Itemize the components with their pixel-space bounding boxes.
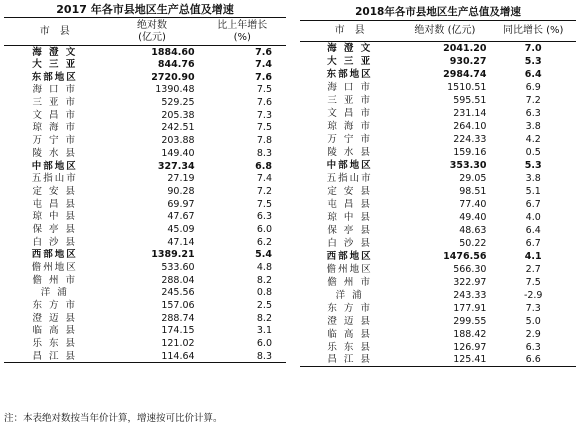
- row-value-cell: 27.19: [167, 173, 195, 185]
- row-growth-cell: 7.5: [256, 122, 272, 134]
- table-2018: [300, 20, 576, 367]
- row-value-cell: 98.51: [459, 185, 487, 197]
- row-growth-cell: 5.3: [524, 55, 542, 67]
- row-growth-cell: 6.3: [525, 341, 541, 353]
- table-row: [4, 185, 286, 198]
- row-name-cell: 大 三 亚: [327, 55, 373, 67]
- table-row: [4, 299, 286, 312]
- row-value-cell: 533.60: [161, 262, 195, 274]
- row-name-cell: 琼 海 市: [32, 122, 78, 134]
- table-2018-title: 2018年各市县地区生产总值及增速: [355, 6, 521, 18]
- table-row: [300, 185, 576, 198]
- table-row: [4, 198, 286, 211]
- row-value-cell: 49.40: [459, 211, 487, 223]
- table-row: [300, 198, 576, 211]
- row-value-cell: 231.14: [453, 107, 487, 119]
- row-growth-cell: 8.3: [256, 350, 272, 362]
- row-value-cell: 157.06: [161, 300, 195, 312]
- row-name-cell: 万 宁 市: [32, 135, 78, 147]
- table-row: [4, 350, 286, 363]
- row-growth-cell: 0.8: [256, 287, 272, 299]
- row-growth-cell: 6.2: [256, 236, 272, 248]
- table-row: [4, 312, 286, 325]
- row-growth-cell: 6.8: [255, 160, 272, 172]
- row-name-cell: 东部地区: [326, 68, 373, 80]
- row-value-cell: 930.27: [449, 55, 487, 67]
- table-row: [4, 109, 286, 122]
- row-name-cell: 儋 州 市: [32, 274, 78, 286]
- row-value-cell: 288.04: [161, 274, 195, 286]
- row-value-cell: 188.42: [453, 328, 487, 340]
- row-name-cell: 琼 中 县: [32, 211, 78, 223]
- row-value-cell: 299.55: [453, 315, 487, 327]
- row-name-cell: 定 安 县: [327, 185, 372, 197]
- row-name-cell: 昌 江 县: [327, 354, 372, 366]
- table-row: [4, 210, 286, 223]
- row-value-cell: 288.74: [161, 312, 195, 324]
- row-value-cell: 1510.51: [447, 81, 487, 93]
- table-row: [300, 224, 576, 237]
- row-value-cell: 1389.21: [151, 249, 195, 261]
- row-value-cell: 90.28: [167, 185, 195, 197]
- row-value-cell: 264.10: [453, 120, 487, 132]
- table-2018-panel: [300, 0, 576, 367]
- row-name-cell: 保 亭 县: [32, 223, 78, 235]
- row-name-cell: 白 沙 县: [32, 236, 78, 248]
- row-name-cell: 西部地区: [31, 249, 78, 261]
- row-growth-cell: 7.5: [256, 198, 272, 210]
- row-name-cell: 中部地区: [31, 160, 78, 172]
- row-growth-cell: 7.3: [256, 109, 272, 121]
- table-row: [4, 274, 286, 287]
- row-value-cell: 353.30: [449, 159, 487, 171]
- table-row: [300, 133, 576, 146]
- row-growth-cell: 5.0: [525, 315, 541, 327]
- row-name-cell: 万 宁 市: [327, 133, 372, 145]
- row-growth-cell: 6.4: [525, 224, 541, 236]
- row-name-cell: 陵 水 县: [327, 146, 372, 158]
- row-growth-cell: 6.6: [525, 354, 541, 366]
- table-row: [4, 337, 286, 350]
- row-name-cell: 屯 昌 县: [327, 198, 372, 210]
- table-2017: [4, 17, 286, 363]
- footnote: 注：本表绝对数按当年价计算，增速按可比价计算。: [4, 413, 223, 424]
- table-2018-header-row: [300, 21, 576, 42]
- row-growth-cell: 6.7: [525, 237, 541, 249]
- row-value-cell: 29.05: [459, 172, 487, 184]
- row-growth-cell: 6.0: [256, 338, 272, 350]
- row-name-cell: 东部地区: [31, 71, 78, 83]
- row-value-cell: 121.02: [161, 338, 195, 350]
- row-value-cell: 224.33: [453, 133, 487, 145]
- table-row: [300, 302, 576, 315]
- table-row: [4, 96, 286, 109]
- row-growth-cell: 6.0: [256, 223, 272, 235]
- row-name-cell: 临 高 县: [327, 328, 372, 340]
- table-row: [4, 58, 286, 71]
- row-name-cell: 保 亭 县: [327, 224, 372, 236]
- row-name-cell: 白 沙 县: [327, 237, 372, 249]
- table-row: [300, 172, 576, 185]
- row-value-cell: 2041.20: [443, 42, 487, 54]
- row-name-cell: 琼 中 县: [327, 211, 372, 223]
- row-growth-cell: 3.1: [256, 325, 272, 337]
- row-value-cell: 844.76: [157, 59, 195, 71]
- table-row: [4, 147, 286, 160]
- row-name-cell: 五指山市: [326, 172, 373, 184]
- row-name-cell: 乐 东 县: [327, 341, 372, 353]
- row-growth-cell: 8.2: [256, 312, 272, 324]
- row-growth-cell: 4.8: [256, 262, 272, 274]
- row-name-cell: 陵 水 县: [32, 147, 78, 159]
- row-value-cell: 245.56: [161, 287, 195, 299]
- row-name-cell: 海 口 市: [327, 81, 372, 93]
- table-row: [300, 211, 576, 224]
- table-row: [300, 276, 576, 289]
- row-growth-cell: 8.3: [256, 147, 272, 159]
- table-row: [4, 160, 286, 173]
- row-value-cell: 149.40: [161, 147, 195, 159]
- row-name-cell: 儋州地区: [31, 262, 78, 274]
- row-growth-cell: 4.0: [525, 211, 541, 223]
- column-header-value: 绝对数 (亿元): [414, 25, 476, 36]
- table-row: [300, 250, 576, 263]
- table-row: [300, 81, 576, 94]
- row-name-cell: 东 方 市: [327, 302, 372, 314]
- table-row: [4, 71, 286, 84]
- row-name-cell: 三 亚 市: [32, 97, 78, 109]
- column-header-growth: 同比增长 (%): [502, 25, 564, 36]
- row-name-cell: 东 方 市: [32, 300, 78, 312]
- row-name-cell: 大 三 亚: [32, 59, 78, 71]
- column-header-growth: 比上年增长 (%): [217, 19, 268, 43]
- row-name-cell: 临 高 县: [32, 325, 78, 337]
- row-growth-cell: 6.3: [256, 211, 272, 223]
- row-name-cell: 五指山市: [31, 173, 78, 185]
- row-value-cell: 595.51: [453, 94, 487, 106]
- row-value-cell: 50.22: [459, 237, 487, 249]
- table-row: [300, 354, 576, 367]
- row-growth-cell: 7.6: [256, 97, 272, 109]
- row-value-cell: 47.67: [167, 211, 195, 223]
- row-name-cell: 乐 东 县: [32, 338, 78, 350]
- row-growth-cell: 2.7: [525, 263, 541, 275]
- row-growth-cell: 7.8: [256, 135, 272, 147]
- row-value-cell: 69.97: [167, 198, 195, 210]
- row-value-cell: 174.15: [161, 325, 195, 337]
- table-row: [300, 159, 576, 172]
- row-growth-cell: 7.6: [255, 71, 272, 83]
- row-name-cell: 澄 迈 县: [327, 315, 372, 327]
- row-growth-cell: 2.5: [256, 300, 272, 312]
- row-growth-cell: 6.7: [525, 198, 541, 210]
- row-name-cell: 文 昌 市: [327, 107, 372, 119]
- row-value-cell: 177.91: [453, 302, 487, 314]
- row-name-cell: 儋州地区: [326, 263, 373, 275]
- table-row: [4, 325, 286, 338]
- row-name-cell: 洋 浦: [40, 287, 69, 299]
- row-growth-cell: 3.8: [525, 172, 541, 184]
- table-2017-body: [4, 46, 286, 363]
- table-row: [4, 287, 286, 300]
- row-value-cell: 2720.90: [151, 71, 195, 83]
- row-value-cell: 322.97: [453, 276, 487, 288]
- table-row: [300, 68, 576, 81]
- row-value-cell: 529.25: [161, 97, 195, 109]
- table-2018-body: [300, 42, 576, 367]
- row-name-cell: 海 口 市: [32, 84, 78, 96]
- row-name-cell: 中部地区: [326, 159, 373, 171]
- row-name-cell: 屯 昌 县: [32, 198, 78, 210]
- row-growth-cell: 8.2: [256, 274, 272, 286]
- table-2017-panel: [4, 0, 286, 363]
- table-row: [300, 120, 576, 133]
- row-growth-cell: 5.4: [255, 249, 272, 261]
- row-value-cell: 1884.60: [151, 46, 195, 58]
- row-name-cell: 文 昌 市: [32, 109, 78, 121]
- row-name-cell: 洋 浦: [335, 289, 364, 301]
- table-row: [300, 42, 576, 55]
- table-row: [4, 223, 286, 236]
- column-header-value: 绝对数 (亿元): [137, 19, 168, 43]
- row-growth-cell: 7.3: [525, 302, 541, 314]
- row-growth-cell: -2.9: [523, 289, 543, 301]
- row-growth-cell: 7.2: [256, 185, 272, 197]
- table-row: [4, 172, 286, 185]
- table-row: [4, 46, 286, 59]
- row-value-cell: 47.14: [167, 236, 195, 248]
- row-value-cell: 1390.48: [155, 84, 195, 96]
- row-name-cell: 西部地区: [326, 250, 373, 262]
- row-name-cell: 琼 海 市: [327, 120, 372, 132]
- row-value-cell: 114.64: [161, 350, 195, 362]
- row-growth-cell: 0.5: [525, 146, 541, 158]
- row-growth-cell: 5.3: [524, 159, 542, 171]
- row-growth-cell: 3.8: [525, 120, 541, 132]
- table-row: [300, 94, 576, 107]
- row-value-cell: 203.88: [161, 135, 195, 147]
- row-name-cell: 儋 州 市: [327, 276, 372, 288]
- row-name-cell: 定 安 县: [32, 185, 78, 197]
- row-value-cell: 2984.74: [443, 68, 487, 80]
- table-row: [300, 237, 576, 250]
- table-row: [300, 263, 576, 276]
- row-growth-cell: 6.9: [525, 81, 541, 93]
- row-growth-cell: 6.3: [525, 107, 541, 119]
- table-row: [300, 341, 576, 354]
- row-value-cell: 243.33: [453, 289, 487, 301]
- row-growth-cell: 2.9: [525, 328, 541, 340]
- table-2017-header-row: [4, 18, 286, 46]
- table-row: [300, 328, 576, 341]
- table-row: [4, 134, 286, 147]
- column-header-name: 市 县: [334, 25, 365, 36]
- table-row: [4, 249, 286, 262]
- table-row: [4, 236, 286, 249]
- table-row: [300, 107, 576, 120]
- table-row: [300, 315, 576, 328]
- row-value-cell: 125.41: [453, 354, 487, 366]
- row-growth-cell: 7.5: [525, 276, 541, 288]
- row-value-cell: 45.09: [167, 223, 195, 235]
- row-growth-cell: 5.1: [525, 185, 541, 197]
- row-value-cell: 566.30: [453, 263, 487, 275]
- row-growth-cell: 4.1: [524, 250, 542, 262]
- table-row: [4, 122, 286, 135]
- table-row: [300, 55, 576, 68]
- column-header-name: 市 县: [39, 25, 70, 37]
- row-name-cell: 海 澄 文: [32, 46, 78, 58]
- row-value-cell: 77.40: [459, 198, 487, 210]
- table-row: [4, 84, 286, 97]
- row-growth-cell: 7.5: [256, 84, 272, 96]
- row-growth-cell: 7.4: [255, 59, 272, 71]
- row-value-cell: 242.51: [161, 122, 195, 134]
- table-row: [300, 146, 576, 159]
- row-growth-cell: 7.2: [525, 94, 541, 106]
- table-row: [300, 289, 576, 302]
- row-value-cell: 1476.56: [443, 250, 487, 262]
- row-value-cell: 327.34: [157, 160, 195, 172]
- row-value-cell: 205.38: [161, 109, 195, 121]
- row-name-cell: 昌 江 县: [32, 350, 78, 362]
- row-growth-cell: 7.0: [524, 42, 542, 54]
- row-growth-cell: 6.4: [524, 68, 542, 80]
- table-2017-title: 2017 年各市县地区生产总值及增速: [56, 3, 234, 16]
- row-name-cell: 三 亚 市: [327, 94, 372, 106]
- row-value-cell: 126.97: [453, 341, 487, 353]
- row-value-cell: 48.63: [459, 224, 487, 236]
- row-name-cell: 澄 迈 县: [32, 312, 78, 324]
- row-name-cell: 海 澄 文: [327, 42, 373, 54]
- table-row: [4, 261, 286, 274]
- row-growth-cell: 4.2: [525, 133, 541, 145]
- row-value-cell: 159.16: [453, 146, 487, 158]
- row-growth-cell: 7.4: [256, 173, 272, 185]
- row-growth-cell: 7.6: [255, 46, 272, 58]
